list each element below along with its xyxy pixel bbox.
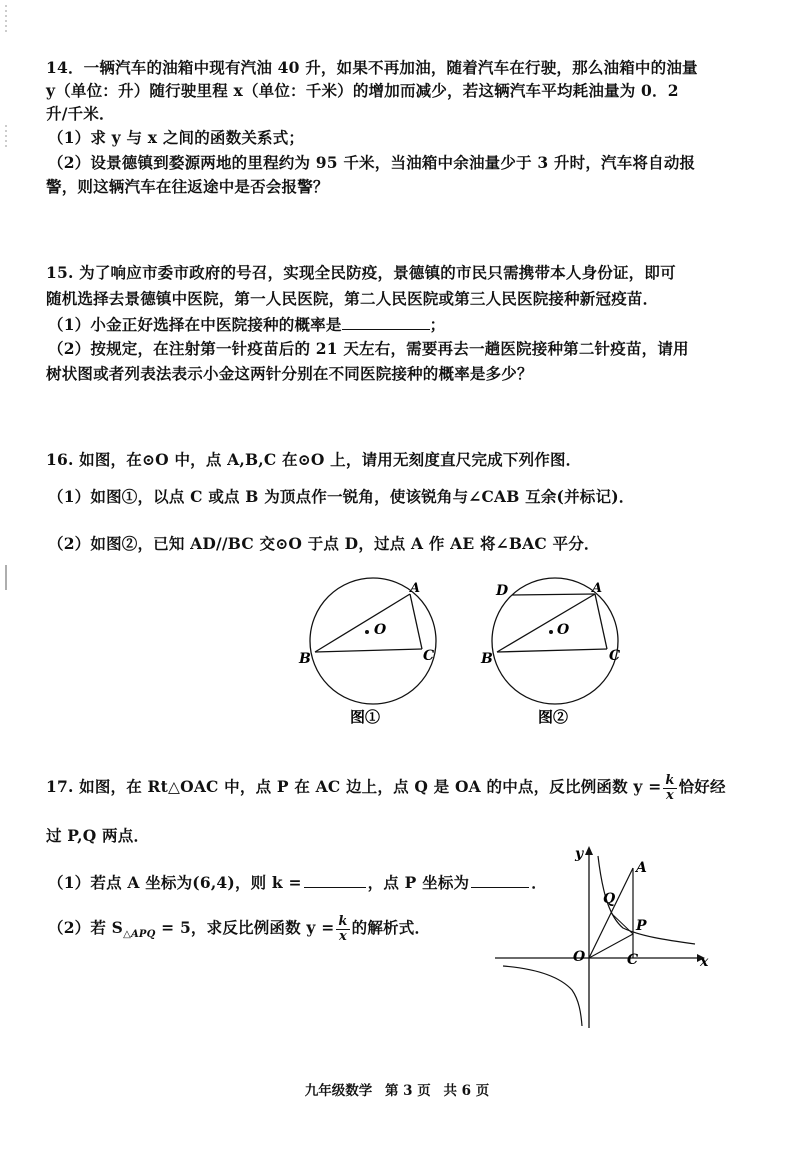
q14-part2b: 警，则这辆汽车在往返途中是否会报警？ bbox=[46, 177, 329, 196]
fig1-caption: 图① bbox=[350, 708, 381, 726]
q15-part2b: 树状图或者列表法表示小金这两针分别在不同医院接种的概率是多少？ bbox=[46, 364, 533, 383]
footer-total-pages: 共 6 页 bbox=[443, 1083, 490, 1099]
label-o-1: O bbox=[374, 622, 387, 638]
frac-denominator: x bbox=[666, 787, 674, 803]
q17-line1 bbox=[46, 772, 726, 803]
q17-area-subscript: △APQ bbox=[123, 929, 156, 941]
label-q: Q bbox=[603, 891, 616, 907]
label-o-2: O bbox=[557, 622, 570, 638]
q14-part2a: （2）设景德镇到婺源两地的里程约为 95 千米，当油箱中余油量少于 3 升时，汽车将自动报 bbox=[48, 153, 696, 172]
binding-margin-marks bbox=[2, 0, 12, 600]
q17-fraction-k-over-x bbox=[663, 774, 676, 803]
q14-line1: 14．一辆汽车的油箱中现有汽油 40 升，如果不再加油，随着汽车在行驶，那么油箱中的油量 bbox=[46, 58, 698, 77]
label-a-2: A bbox=[592, 581, 603, 596]
label-origin: O bbox=[573, 949, 586, 965]
label-c: C bbox=[627, 952, 639, 968]
q15-line2: 随机选择去景德镇中医院，第一人民医院，第二人民医院或第三人民医院接种新冠疫苗． bbox=[46, 289, 659, 308]
q15-part2a: （2）按规定，在注射第一针疫苗后的 21 天左右，需要再去一趟医院接种第二针疫苗，请用 bbox=[48, 339, 689, 358]
inverse-function-graph bbox=[495, 838, 720, 1033]
q17-part2-text-a: （2）若 S bbox=[48, 918, 124, 937]
segment-ba-2 bbox=[497, 594, 595, 652]
q15-part1 bbox=[48, 313, 445, 336]
q14-part1: （1）求 y 与 x 之间的函数关系式； bbox=[48, 128, 305, 147]
circle-o-2 bbox=[492, 578, 621, 704]
q17-part2 bbox=[48, 913, 430, 950]
label-a-1: A bbox=[410, 581, 421, 596]
hyperbola-branch-3 bbox=[503, 966, 582, 1026]
footer-page-number: 第 3 页 bbox=[384, 1083, 431, 1099]
label-p: P bbox=[636, 918, 647, 934]
circle-figure-1 bbox=[290, 575, 450, 735]
q17-line1-text: 17. 如图，在 Rt△OAC 中，点 P 在 AC 边上，点 Q 是 OA 的中点，反比例函数 y = bbox=[46, 777, 662, 796]
circle-figure-2 bbox=[475, 575, 635, 735]
label-b-2: B bbox=[481, 651, 493, 667]
q17-part1-text-b: ，点 P 坐标为 bbox=[367, 873, 470, 892]
q17-line1-end: 恰好经 bbox=[678, 777, 726, 796]
q17-part2-text-b: = 5，求反比例函数 y = bbox=[155, 918, 335, 937]
segment-bc-1 bbox=[315, 649, 422, 652]
circle-o-1 bbox=[310, 578, 436, 704]
segment-qp bbox=[611, 913, 633, 934]
q17-k-answer-blank[interactable] bbox=[304, 871, 366, 888]
page-footer bbox=[0, 1079, 794, 1099]
frac-denominator-2: x bbox=[339, 928, 347, 944]
label-a: A bbox=[636, 860, 647, 876]
q15-line1: 15. 为了响应市委市政府的号召，实现全民防疫，景德镇的市民只需携带本人身份证，即可 bbox=[46, 263, 676, 282]
segment-ac-1 bbox=[410, 594, 422, 649]
q15-answer-blank[interactable] bbox=[342, 313, 430, 330]
q17-part2-text-c: 的解析式． bbox=[351, 918, 431, 937]
q17-part1-text-c: ． bbox=[531, 873, 547, 892]
label-b-1: B bbox=[299, 651, 311, 667]
label-c-2: C bbox=[609, 648, 621, 664]
label-d-2: D bbox=[496, 583, 509, 599]
fig2-caption: 图② bbox=[538, 708, 569, 726]
q15-part1-end: ； bbox=[429, 315, 446, 334]
segment-bc-2 bbox=[497, 649, 607, 652]
frac-numerator: k bbox=[665, 772, 675, 788]
center-dot-2 bbox=[549, 630, 553, 634]
q15-part1-text: （1）小金正好选择在中医院接种的概率是 bbox=[48, 315, 342, 334]
q14-line3: 升/千米． bbox=[46, 104, 115, 123]
q14-line2: y（单位：升）随行驶里程 x（单位：千米）的增加而减少，若这辆汽车平均耗油量为 0．2 bbox=[46, 81, 679, 100]
q16-part1: （1）如图①，以点 C 或点 B 为顶点作一锐角，使该锐角与∠CAB 互余(并标记)． bbox=[48, 487, 635, 506]
segment-ba-1 bbox=[315, 594, 410, 652]
q16-part2: （2）如图②，已知 AD//BC 交⊙O 于点 D，过点 A 作 AE 将∠BAC 平分． bbox=[48, 534, 600, 553]
segment-da-2 bbox=[512, 594, 595, 595]
label-y: y bbox=[575, 846, 584, 862]
q17-part1 bbox=[48, 871, 547, 894]
q17-fraction-k-over-x-2 bbox=[336, 915, 349, 944]
q16-line1: 16. 如图，在⊙O 中，点 A,B,C 在⊙O 上，请用无刻度直尺完成下列作图． bbox=[46, 450, 582, 469]
y-axis-arrow bbox=[585, 846, 593, 855]
label-c-1: C bbox=[423, 648, 435, 664]
q17-line2: 过 P,Q 两点． bbox=[46, 826, 150, 845]
center-dot-1 bbox=[365, 630, 369, 634]
frac-numerator-2: k bbox=[338, 913, 348, 929]
label-x: x bbox=[700, 954, 709, 970]
footer-grade-subject: 九年级数学 bbox=[304, 1083, 373, 1099]
q17-part1-text-a: （1）若点 A 坐标为(6,4)，则 k = bbox=[48, 873, 302, 892]
